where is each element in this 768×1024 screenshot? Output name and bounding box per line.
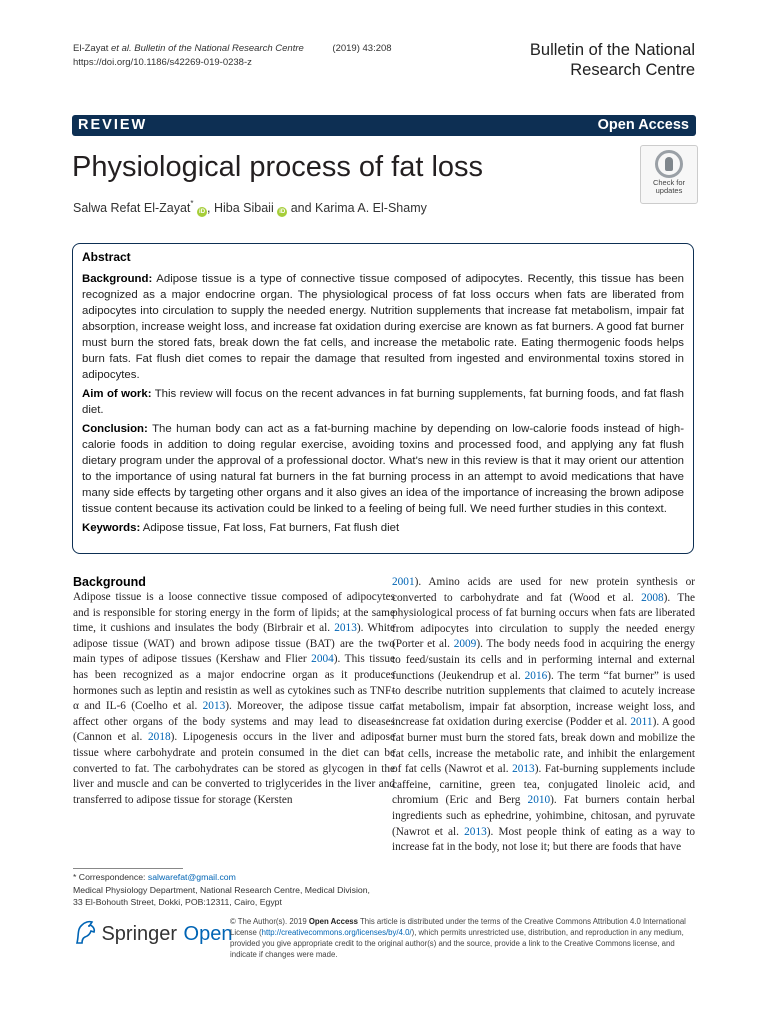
body-text: ). Lipogenesis occurs in the liver and adipose tissue where carbohydrate and protein consumed in the diet can be converted to fat. The carbohydrates can be stored as glycogen in the liver and muscle and can be converted to triglycerides in the liver and transferred to adipose tissue for storage (Kersten — [73, 731, 395, 806]
body-text: Adipose tissue is a loose connective tissue composed of adipocytes and is responsible for storing energy in the form of lipids; at the same time, it cushions and insulates the body (Birbrair et al. — [73, 591, 395, 635]
citation-link[interactable]: 2013 — [464, 825, 487, 838]
license-text: ), which permits unrestricted use, distribution, and reproduction in any medium, provided you give appropriate credit to the original author(s) and the source, provide a link to the Creative Commons license, and indicate if changes were made. — [230, 928, 684, 959]
body-text: ). White adipose tissue (WAT) and brown adipose tissue (BAT) are the two main types of adipose tissues (Kershaw and Flier — [73, 622, 395, 666]
citation-link[interactable]: 2008 — [641, 591, 664, 604]
check-updates-label: Check for — [652, 178, 686, 187]
citation-link[interactable]: 2004 — [311, 653, 334, 666]
abstract-conclusion — [82, 421, 684, 517]
abstract-keywords — [82, 520, 684, 536]
publisher-name-suffix: Open — [183, 923, 233, 945]
author-name: Salwa Refat El-Zayat — [73, 201, 191, 215]
body-text: ). Moreover, the adipose tissue can affect other organs of the body systems and may lead to diseases (Cannon et al. — [73, 700, 395, 744]
article-type-label: REVIEW — [78, 117, 148, 133]
abstract-label: Keywords: — [82, 522, 141, 534]
affiliation-line: Medical Physiology Department, National Research Centre, Medical Division, — [73, 884, 370, 895]
springer-open-logo — [73, 919, 232, 947]
citation-journal: Bulletin of the National Research Centre — [134, 43, 304, 54]
abstract-text: Adipose tissue, Fat loss, Fat burners, Fat flush diet — [140, 522, 400, 534]
citation-link[interactable]: 2013 — [512, 763, 535, 776]
citation-link[interactable]: 2018 — [148, 731, 171, 744]
body-text: ). A good fat burner must burn the stored fats, break down and mobilize the fat cells, increase the metabolic rate, and inhibit the enlargement of fat cells (Nawrot et al. — [392, 716, 695, 776]
abstract-box — [72, 243, 694, 554]
citation-link[interactable]: 2010 — [527, 794, 551, 807]
journal-name-line2: Research Centre — [570, 61, 695, 79]
license-open-access: Open Access — [308, 917, 358, 926]
body-text: ). This tissue has been recognized as a major endocrine organ as it produces hormones such as leptin and resistin as well as cytokines such as TNF-α and IL-6 (Coelho et al. — [73, 653, 395, 713]
body-text: ). Fat-burning supplements include caffeine, carnitine, green tea, conjugated linoleic acid, and chromium (Eric and Berg — [392, 763, 695, 807]
citation-line — [73, 42, 392, 56]
license-text: This article is distributed under the terms of the Creative Commons Attribution 4.0 International License ( — [230, 917, 686, 937]
doi-link[interactable]: https://doi.org/10.1186/s42269-019-0238-z — [73, 57, 252, 68]
author-list — [73, 199, 427, 217]
open-access-label: Open Access — [597, 117, 689, 133]
citation-link[interactable]: 2013 — [334, 622, 357, 635]
correspondence-label: * Correspondence: — [73, 872, 148, 882]
citation-link[interactable]: 2011 — [630, 716, 653, 729]
body-column-left — [73, 575, 395, 808]
abstract-text: This review will focus on the recent advances in fat burning supplements, fat burning foods, and fat flash diet. — [82, 388, 684, 416]
correspondence-line — [73, 871, 383, 884]
body-text: ). Fat burners contain herbal ingredients such as ephedrine, yohimbine, chitosan, and pyruvate (Nawrot et al. — [392, 794, 695, 838]
abstract-label: Background: — [82, 273, 153, 285]
abstract-text: Adipose tissue is a type of connective tissue composed of adipocytes. Recently, this tissue has been recognized as a major endocrine organ. The physiological process of fat loss occurs when fats are liberated from adipocytes into circulation to supply the needed energy. Nutrition supplements that increase fat metabolism, impair fat absorption, increase weight loss, and increase fat oxidation during exercise are known as fat burners. A good fat burner must burn the stored fats, break down the fat cells, and increase the metabolic rate. Eating thermogenic foods helps burn fats. Fat flush diet comes to repair the damage that resulted from ingested and environmental toxins stored in adipocytes. — [82, 273, 684, 381]
footnote-divider — [73, 868, 183, 869]
publisher-name: Springer — [101, 923, 178, 945]
body-text: ). The body needs food in acquiring the energy to feed/sustain its cells and in performing internal and external functions (Jeukendrup et al. — [392, 638, 695, 682]
check-updates-label: updates — [655, 186, 683, 195]
orcid-icon[interactable]: iD — [199, 209, 206, 215]
citation-link[interactable]: 2013 — [202, 700, 226, 713]
correspondence-email-link[interactable]: salwarefat@gmail.com — [147, 872, 236, 882]
journal-name-line1: Bulletin of the National — [529, 41, 695, 59]
correspondence-footnote — [73, 871, 383, 909]
journal-name — [530, 40, 695, 80]
citation-link[interactable]: 2001 — [392, 576, 415, 588]
orcid-icon[interactable]: iD — [279, 209, 286, 215]
body-text: ). Most people think of eating as a way to increase fat in the body, not lose it; but there are foods that have — [392, 825, 695, 854]
license-notice — [230, 916, 695, 960]
abstract-label: Conclusion: — [82, 423, 148, 435]
citation-header — [73, 42, 392, 70]
body-text: ). The physiological process of fat burning occurs when fats are liberated from adipocytes into circulation to supply the needed energy (Porter et al. — [392, 591, 695, 651]
abstract-label: Aim of work: — [82, 388, 152, 400]
springer-horse-icon — [73, 919, 97, 950]
citation-link[interactable]: 2009 — [453, 638, 477, 651]
author-name: and Karima A. El-Shamy — [287, 201, 427, 215]
corresponding-mark: * — [190, 199, 194, 208]
article-type-banner — [72, 115, 696, 136]
license-text: © The Author(s). 2019 — [230, 917, 309, 926]
citation-etal: et al. — [111, 43, 132, 54]
abstract-heading: Abstract — [82, 250, 131, 264]
citation-year: (2019) 43:208 — [332, 43, 392, 54]
abstract-text: The human body can act as a fat-burning machine by depending on low-calorie foods instead of high-calorie foods in addition to doing regular exercise, avoiding toxins and processed food, and applying any fat flush dietary program under the approval of a professional doctor. What's new in this review is that it may orient our attention to the importance of using natural fat burners in the fat burning process in an attempt to avoid medications that have many side effects by targeting other organs and it also gives an idea of the importance of increasing the brown adipose tissue content because its activation could be linked to a feeling of being full. We need further studies in this context. — [82, 423, 684, 515]
abstract-background — [82, 271, 684, 383]
bookmark-icon — [655, 150, 683, 178]
body-column-right — [392, 575, 695, 856]
section-heading: Background — [73, 575, 146, 589]
body-text: ). Amino acids are used for new protein synthesis or converted to carbohydrate and fat (Wood et al. — [392, 576, 695, 604]
check-for-updates-button[interactable] — [640, 145, 698, 204]
author-name: , Hiba Sibaii — [207, 201, 274, 215]
abstract-aim — [82, 386, 684, 418]
body-paragraph — [392, 575, 695, 856]
citation-authors: El-Zayat — [73, 43, 109, 54]
citation-link[interactable]: 2016 — [524, 669, 548, 682]
body-text: ). The term “fat burner” is used to describe nutrition supplements that claimed to acutely increase fat metabolism, impair fat absorption, increase weight loss, and increase fat oxidation during exercise (Podder et al. — [392, 669, 695, 729]
license-url-link[interactable]: http://creativecommons.org/licenses/by/4.0/ — [261, 928, 412, 937]
affiliation-line: 33 El-Bohouth Street, Dokki, POB:12311, Cairo, Egypt — [73, 897, 282, 907]
article-title: Physiological process of fat loss — [72, 151, 484, 183]
body-paragraph — [73, 590, 395, 808]
